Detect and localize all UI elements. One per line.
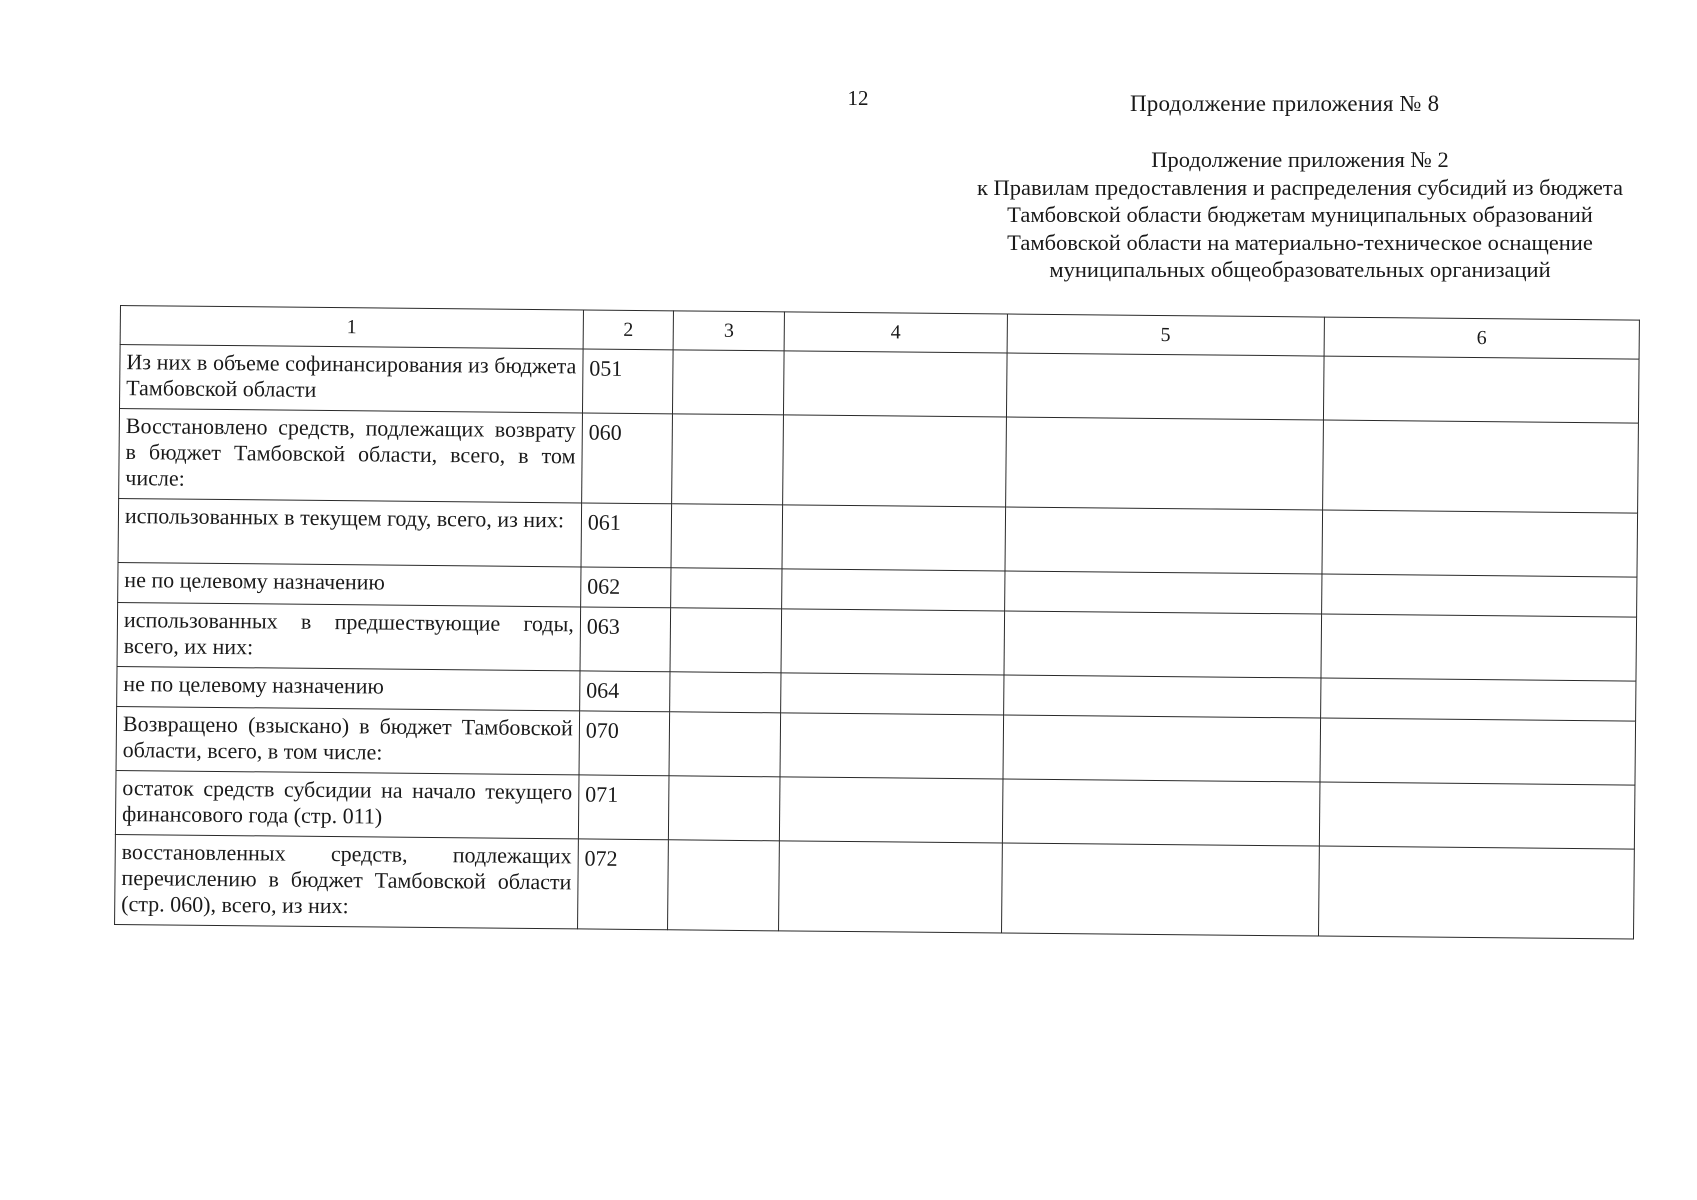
row-code: 070 — [579, 711, 670, 776]
report-table — [114, 305, 1640, 940]
input-cell[interactable] — [781, 609, 1004, 675]
continuation-title: Продолжение приложения № 8 — [1130, 91, 1440, 116]
input-cell[interactable] — [669, 776, 780, 841]
column-header: 6 — [1324, 317, 1639, 359]
input-cell[interactable] — [1005, 417, 1323, 510]
input-cell[interactable] — [669, 712, 780, 777]
row-code: 060 — [581, 413, 672, 504]
input-cell[interactable] — [779, 777, 1002, 843]
input-cell[interactable] — [1322, 420, 1638, 513]
row-name: не по целевому назначению — [117, 666, 580, 710]
input-cell[interactable] — [1006, 353, 1324, 420]
input-cell[interactable] — [782, 505, 1005, 571]
column-header: 1 — [120, 306, 583, 349]
input-cell[interactable] — [668, 840, 780, 931]
input-cell[interactable] — [1322, 510, 1638, 577]
input-cell[interactable] — [1321, 614, 1637, 681]
input-cell[interactable] — [670, 672, 781, 713]
input-cell[interactable] — [1003, 675, 1321, 718]
input-cell[interactable] — [1320, 718, 1636, 785]
table-row — [115, 834, 1635, 939]
column-header: 2 — [583, 310, 674, 350]
appendix-line: Продолжение приложения № 2 — [1151, 147, 1449, 172]
row-code: 071 — [578, 775, 669, 840]
input-cell[interactable] — [783, 415, 1007, 507]
input-cell[interactable] — [671, 568, 782, 609]
input-cell[interactable] — [1318, 846, 1634, 939]
row-name: использованных в текущем году, всего, из них: — [118, 498, 581, 566]
column-header: 5 — [1007, 314, 1325, 356]
row-code: 064 — [579, 671, 670, 712]
appendix-line: Тамбовской области на материально-техническое оснащение — [1007, 229, 1593, 255]
input-cell[interactable] — [1002, 779, 1320, 846]
row-name: восстановленных средств, подлежащих перечислению в бюджет Тамбовской области (стр. 060), всего, из них: — [115, 834, 579, 928]
input-cell[interactable] — [782, 569, 1005, 611]
appendix-line: муниципальных общеобразовательных организаций — [1049, 257, 1551, 282]
input-cell[interactable] — [1004, 571, 1322, 614]
input-cell[interactable] — [784, 351, 1007, 417]
appendix-line: Тамбовской области бюджетам муниципальных образований — [1007, 202, 1593, 227]
input-cell[interactable] — [1323, 356, 1639, 423]
input-cell[interactable] — [670, 608, 781, 673]
column-header: 3 — [673, 311, 784, 351]
row-code: 062 — [580, 567, 671, 608]
row-name: остаток средств субсидии на начало текущего финансового года (стр. 011) — [115, 770, 578, 838]
input-cell[interactable] — [1001, 843, 1319, 936]
row-code: 072 — [577, 839, 668, 930]
input-cell[interactable] — [1319, 782, 1635, 849]
row-name: не по целевому назначению — [118, 562, 581, 606]
input-cell[interactable] — [1321, 574, 1636, 617]
row-name: Из них в объеме софинансирования из бюджета Тамбовской области — [120, 345, 583, 413]
input-cell[interactable] — [780, 713, 1003, 779]
input-cell[interactable] — [671, 504, 782, 569]
input-cell[interactable] — [1005, 507, 1323, 574]
input-cell[interactable] — [673, 350, 784, 415]
row-name: Возвращено (взыскано) в бюджет Тамбовской области, всего, в том числе: — [116, 706, 579, 774]
table-row — [119, 409, 1639, 514]
input-cell[interactable] — [1320, 678, 1635, 721]
row-code: 063 — [580, 607, 671, 672]
row-code: 061 — [581, 503, 672, 568]
column-header: 4 — [784, 312, 1007, 353]
input-cell[interactable] — [1003, 715, 1321, 782]
input-cell[interactable] — [1004, 611, 1322, 678]
appendix-heading — [900, 146, 1697, 284]
input-cell[interactable] — [672, 414, 784, 505]
row-name: использованных в предшествующие годы, всего, их них: — [117, 602, 580, 670]
appendix-line: к Правилам предоставления и распределения субсидий из бюджета — [977, 174, 1623, 200]
page-number: 12 — [847, 86, 869, 110]
input-cell[interactable] — [781, 673, 1004, 715]
row-code: 051 — [582, 349, 673, 414]
row-name: Восстановлено средств, подлежащих возврату в бюджет Тамбовской области, всего, в том числе: — [119, 409, 583, 503]
input-cell[interactable] — [779, 841, 1003, 933]
